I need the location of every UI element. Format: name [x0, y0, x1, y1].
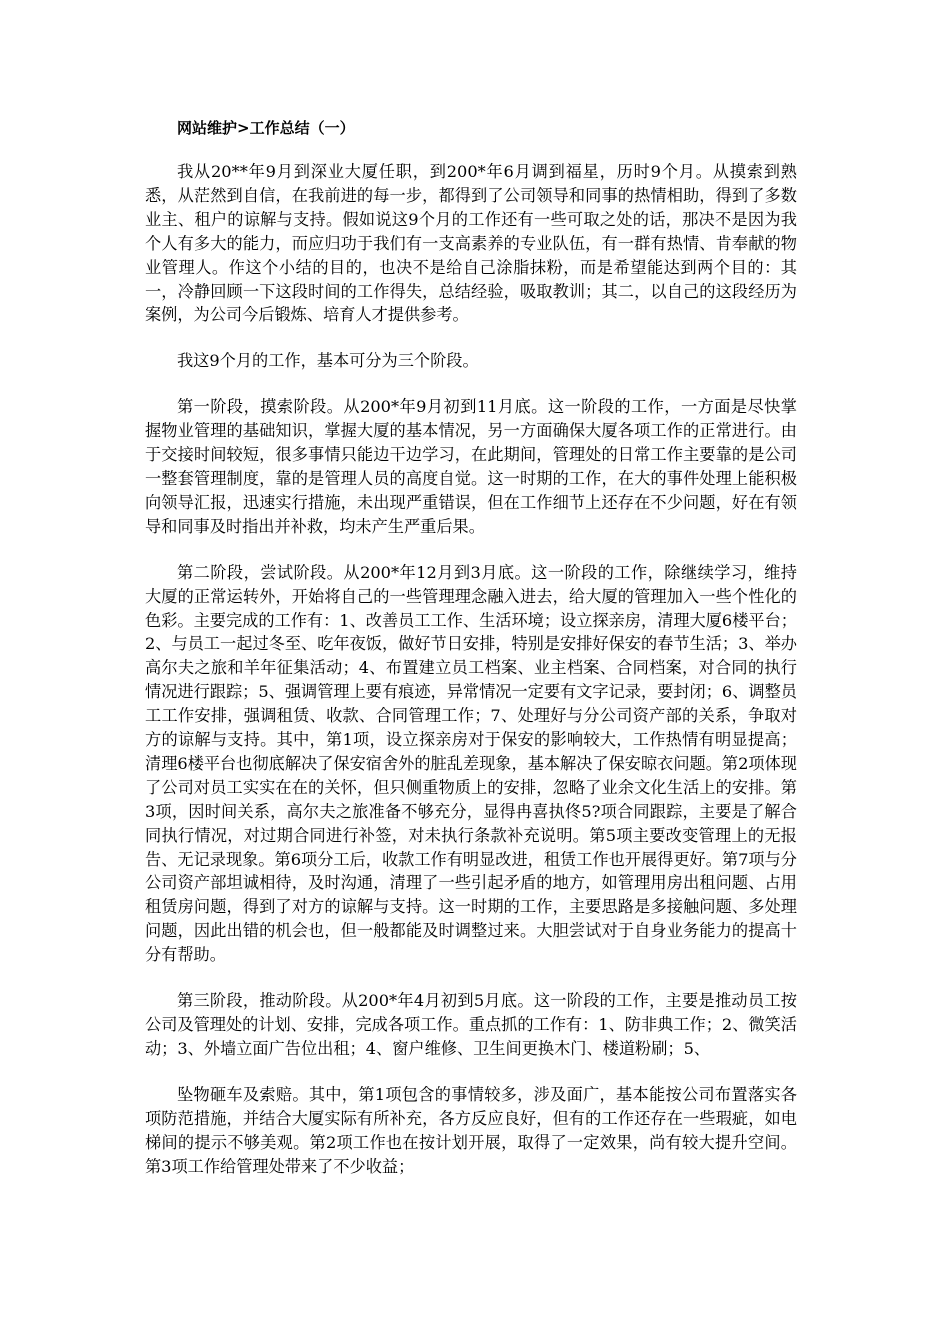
document-page [145, 116, 797, 1200]
document-title: 网站维护>工作总结（一） [177, 119, 355, 137]
paragraph-stage-three: 第三阶段，推动阶段。从200*年4月初到5月底。这一阶段的工作，主要是推动员工按公司及管理处的计划、安排，完成各项工作。重点抓的工作有：1、防非典工作；2、微笑活动；3、外墙立面广告位出租；4、窗户维修、卫生间更换木门、楼道粉刷；5、 [145, 991, 797, 1058]
paragraph-stage-one: 第一阶段，摸索阶段。从200*年9月初到11月底。这一阶段的工作，一方面是尽快掌握物业管理的基础知识，掌握大厦的基本情况，另一方面确保大厦各项工作的正常进行。由于交接时间较短，很多事情只能边干边学习，在此期间，管理处的日常工作主要靠的是公司一整套管理制度，靠的是管理人员的高度自觉。这一时期的工作，在大的事件处理上能积极向领导汇报，迅速实行措施，未出现严重错误，但在工作细节上还存在不少问题，好在有领导和同事及时指出并补救，均未产生严重后果。 [145, 397, 797, 536]
paragraph-intro: 我从20**年9月到深业大厦任职，到200*年6月调到福星，历时9个月。从摸索到熟悉，从茫然到自信，在我前进的每一步，都得到了公司领导和同事的热情相助，得到了多数业主、租户的谅解与支持。假如说这9个月的工作还有一些可取之处的话，那决不是因为我个人有多大的能力，而应归功于我们有一支高素养的专业队伍，有一群有热情、肯奉献的物业管理人。作这个小结的目的，也决不是给自己涂脂抹粉，而是希望能达到两个目的：其一，冷静回顾一下这段时间的工作得失，总结经验，吸取教训；其二，以自己的这段经历为案例，为公司今后锻炼、培育人才提供参考。 [145, 162, 797, 325]
paragraph-overview: 我这9个月的工作，基本可分为三个阶段。 [177, 351, 479, 371]
paragraph-stage-two: 第二阶段，尝试阶段。从200*年12月到3月底。这一阶段的工作，除继续学习，维持大厦的正常运转外，开始将自己的一些管理理念融入进去，给大厦的管理加入一些个性化的色彩。主要完成的工作有：1、改善员工工作、生活环境；设立探亲房，清理大厦6楼平台；2、与员工一起过冬至、吃年夜饭，做好节日安排，特别是安排好保安的春节生活；3、举办高尔夫之旅和羊年征集活动；4、布置建立员工档案、业主档案、合同档案，对合同的执行情况进行跟踪；5、强调管理上要有痕迹，异常情况一定要有文字记录，要封闭；6、调整员工工作安排，强调租赁、收款、合同管理工作；7、处理好与分公司资产部的关系，争取对方的谅解与支持。其中，第1项，设立探亲房对于保安的影响较大，工作热情有明显提高；清理6楼平台也彻底解决了保安宿舍外的脏乱差现象，基本解决了保安晾衣问题。第2项体现了公司对员工实实在在的关怀，但只侧重物质上的安排，忽略了业余文化生活上的安排。第3项，因时间关系，高尔夫之旅准备不够充分，显得冉喜执佟5?项合同跟踪，主要是了解合同执行情况，对过期合同进行补签，对未执行条款补充说明。第5项主要改变管理上的无报告、无记录现象。第6项分工后，收款工作有明显改进，租赁工作也开展得更好。第7项与分公司资产部坦诚相待，及时沟通，清理了一些引起矛盾的地方，如管理用房出租问题、占用租赁房问题，得到了对方的谅解与支持。这一时期的工作，主要思路是多接触问题、多处理问题，因此出错的机会也，但一般都能及时调整过来。大胆尝试对于自身业务能力的提高十分有帮助。 [145, 562, 797, 965]
paragraph-stage-three-details: 坠物砸车及索赔。其中，第1项包含的事情较多，涉及面广，基本能按公司布置落实各项防范措施，并结合大厦实际有所补充，各方反应良好，但有的工作还存在一些瑕疵，如电梯间的提示不够美观。第2项工作也在按计划开展，取得了一定效果，尚有较大提升空间。第3项工作给管理处带来了不少收益； [145, 1084, 797, 1176]
